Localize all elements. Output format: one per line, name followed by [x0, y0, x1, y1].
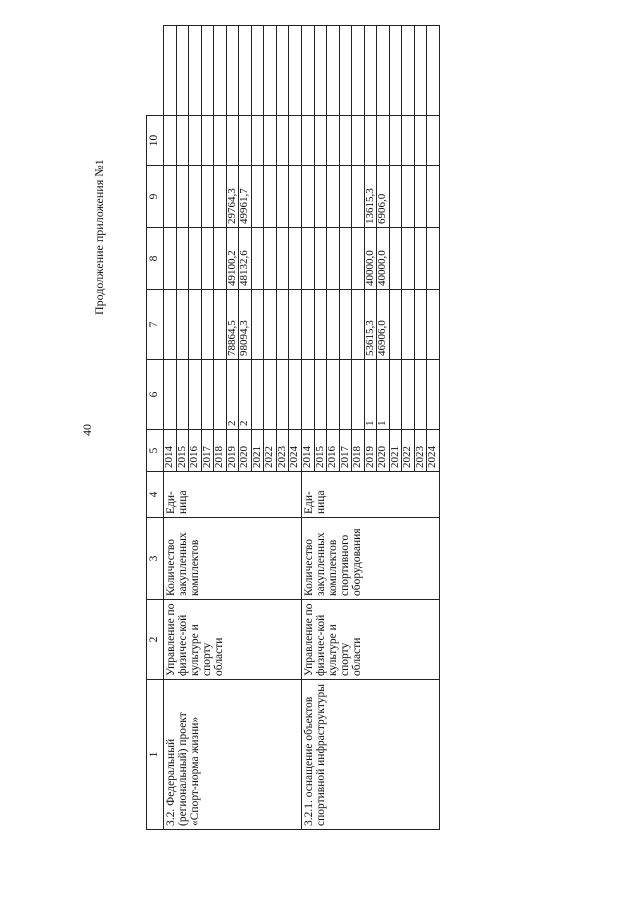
empty-cell — [314, 116, 327, 166]
amount-regional-cell — [427, 166, 440, 228]
amount-regional-cell — [164, 166, 177, 228]
quantity-cell — [289, 360, 302, 430]
quantity-cell — [164, 360, 177, 430]
column-header: 4 — [147, 472, 164, 518]
amount-federal-cell — [251, 228, 264, 290]
project-name-cell: 3.2.1. оснащение объектов спортивной инфраструктуры — [302, 680, 440, 830]
quantity-cell — [402, 360, 415, 430]
year-cell: 2014 — [164, 430, 177, 472]
empty-cell — [414, 26, 427, 116]
amount-regional-cell — [314, 166, 327, 228]
indicator-cell: Количество закупленных комплектов — [164, 518, 302, 600]
empty-cell — [164, 116, 177, 166]
empty-cell — [339, 26, 352, 116]
year-cell: 2014 — [302, 430, 315, 472]
amount-regional-cell — [176, 166, 189, 228]
year-cell: 2018 — [214, 430, 227, 472]
column-header: 10 — [147, 116, 164, 166]
empty-cell — [327, 116, 340, 166]
amount-regional-cell — [214, 166, 227, 228]
year-cell: 2015 — [176, 430, 189, 472]
empty-cell — [402, 116, 415, 166]
amount-total-cell — [276, 290, 289, 360]
amount-regional-cell — [339, 166, 352, 228]
amount-federal-cell — [414, 228, 427, 290]
amount-total-cell — [339, 290, 352, 360]
unit-cell: Еди-ница — [302, 472, 440, 518]
amount-total-cell — [251, 290, 264, 360]
year-cell: 2016 — [327, 430, 340, 472]
quantity-cell — [251, 360, 264, 430]
amount-federal-cell — [264, 228, 277, 290]
responsible-cell: Управление по физичес-кой культуре и спорту области — [164, 600, 302, 680]
amount-total-cell — [201, 290, 214, 360]
amount-federal-cell: 40000,0 — [377, 228, 390, 290]
amount-regional-cell — [189, 166, 202, 228]
quantity-cell — [389, 360, 402, 430]
unit-cell: Еди-ница — [164, 472, 302, 518]
column-header: 9 — [147, 166, 164, 228]
amount-total-cell: 53615,3 — [364, 290, 377, 360]
amount-total-cell — [314, 290, 327, 360]
quantity-cell — [264, 360, 277, 430]
year-cell: 2021 — [389, 430, 402, 472]
amount-total-cell — [402, 290, 415, 360]
amount-federal-cell — [339, 228, 352, 290]
amount-total-cell: 78864,5 — [226, 290, 239, 360]
amount-federal-cell: 49100,2 — [226, 228, 239, 290]
empty-cell — [251, 26, 264, 116]
quantity-cell: 1 — [364, 360, 377, 430]
year-cell: 2019 — [226, 430, 239, 472]
amount-federal-cell — [289, 228, 302, 290]
quantity-cell: 2 — [239, 360, 252, 430]
amount-total-cell — [302, 290, 315, 360]
amount-total-cell — [327, 290, 340, 360]
year-cell: 2020 — [239, 430, 252, 472]
column-header: 6 — [147, 360, 164, 430]
empty-cell — [352, 116, 365, 166]
empty-cell — [377, 26, 390, 116]
empty-cell — [339, 116, 352, 166]
amount-federal-cell — [201, 228, 214, 290]
empty-cell — [264, 116, 277, 166]
quantity-cell — [302, 360, 315, 430]
amount-total-cell — [427, 290, 440, 360]
year-cell: 2023 — [414, 430, 427, 472]
empty-cell — [201, 116, 214, 166]
column-numbers-row — [147, 26, 164, 830]
empty-cell — [226, 116, 239, 166]
amount-total-cell — [264, 290, 277, 360]
amount-total-cell — [189, 290, 202, 360]
empty-cell — [176, 116, 189, 166]
column-header: 1 — [147, 680, 164, 830]
empty-cell — [302, 26, 315, 116]
empty-cell — [276, 26, 289, 116]
year-cell: 2024 — [289, 430, 302, 472]
year-cell: 2015 — [314, 430, 327, 472]
empty-cell — [189, 116, 202, 166]
quantity-cell — [189, 360, 202, 430]
empty-cell — [176, 26, 189, 116]
column-header: 2 — [147, 600, 164, 680]
amount-federal-cell — [189, 228, 202, 290]
empty-cell — [264, 26, 277, 116]
amount-regional-cell — [352, 166, 365, 228]
amount-total-cell: 98094,3 — [239, 290, 252, 360]
quantity-cell: 1 — [377, 360, 390, 430]
amount-federal-cell — [302, 228, 315, 290]
amount-regional-cell — [201, 166, 214, 228]
amount-federal-cell — [402, 228, 415, 290]
quantity-cell: 2 — [226, 360, 239, 430]
amount-regional-cell — [264, 166, 277, 228]
quantity-cell — [201, 360, 214, 430]
quantity-cell — [314, 360, 327, 430]
year-cell: 2020 — [377, 430, 390, 472]
empty-cell — [214, 26, 227, 116]
rotated-table-frame — [146, 25, 576, 830]
amount-regional-cell: 49961,7 — [239, 166, 252, 228]
empty-cell — [201, 26, 214, 116]
amount-total-cell — [176, 290, 189, 360]
empty-cell — [214, 116, 227, 166]
quantity-cell — [327, 360, 340, 430]
column-header: 7 — [147, 290, 164, 360]
empty-cell — [414, 116, 427, 166]
amount-regional-cell: 13615,3 — [364, 166, 377, 228]
amount-total-cell — [414, 290, 427, 360]
continuation-caption: Продолжение приложения №1 — [92, 159, 106, 315]
appendix-table — [146, 25, 440, 830]
empty-cell — [427, 116, 440, 166]
empty-cell — [289, 26, 302, 116]
empty-cell — [302, 116, 315, 166]
amount-regional-cell — [389, 166, 402, 228]
year-cell: 2019 — [364, 430, 377, 472]
amount-regional-cell — [327, 166, 340, 228]
quantity-cell — [276, 360, 289, 430]
quantity-cell — [427, 360, 440, 430]
empty-cell — [377, 116, 390, 166]
amount-federal-cell — [276, 228, 289, 290]
page-number: 40 — [80, 424, 94, 436]
amount-federal-cell — [214, 228, 227, 290]
amount-regional-cell — [414, 166, 427, 228]
empty-cell — [352, 26, 365, 116]
empty-cell — [364, 26, 377, 116]
year-cell: 2023 — [276, 430, 289, 472]
empty-cell — [402, 26, 415, 116]
empty-cell — [226, 26, 239, 116]
amount-federal-cell — [314, 228, 327, 290]
amount-regional-cell — [276, 166, 289, 228]
column-header: 5 — [147, 430, 164, 472]
amount-federal-cell — [327, 228, 340, 290]
amount-total-cell — [352, 290, 365, 360]
amount-federal-cell: 40000,0 — [364, 228, 377, 290]
amount-total-cell: 46906,0 — [377, 290, 390, 360]
amount-federal-cell: 48132,6 — [239, 228, 252, 290]
amount-regional-cell — [289, 166, 302, 228]
empty-cell — [189, 26, 202, 116]
column-header: 3 — [147, 518, 164, 600]
project-name-cell: 3.2. Федеральный (региональный) проект «Спорт-норма жизни» — [164, 680, 302, 830]
table-row — [302, 26, 315, 830]
empty-cell — [314, 26, 327, 116]
amount-federal-cell — [176, 228, 189, 290]
quantity-cell — [176, 360, 189, 430]
empty-cell — [289, 116, 302, 166]
quantity-cell — [414, 360, 427, 430]
empty-cell — [389, 26, 402, 116]
column-header: 8 — [147, 228, 164, 290]
amount-federal-cell — [389, 228, 402, 290]
quantity-cell — [214, 360, 227, 430]
empty-cell — [427, 26, 440, 116]
empty-cell — [276, 116, 289, 166]
amount-federal-cell — [164, 228, 177, 290]
year-cell: 2016 — [189, 430, 202, 472]
amount-regional-cell: 6906,0 — [377, 166, 390, 228]
year-cell: 2021 — [251, 430, 264, 472]
empty-cell — [239, 26, 252, 116]
quantity-cell — [352, 360, 365, 430]
year-cell: 2017 — [339, 430, 352, 472]
amount-total-cell — [214, 290, 227, 360]
amount-regional-cell — [302, 166, 315, 228]
year-cell: 2017 — [201, 430, 214, 472]
year-cell: 2018 — [352, 430, 365, 472]
empty-cell — [389, 116, 402, 166]
amount-regional-cell: 29764,3 — [226, 166, 239, 228]
year-cell: 2022 — [264, 430, 277, 472]
empty-cell — [251, 116, 264, 166]
empty-cell — [239, 116, 252, 166]
empty-cell — [364, 116, 377, 166]
responsible-cell: Управление по физичес-кой культуре и спорту области — [302, 600, 440, 680]
empty-cell — [327, 26, 340, 116]
amount-total-cell — [164, 290, 177, 360]
empty-cell — [164, 26, 177, 116]
amount-federal-cell — [352, 228, 365, 290]
amount-total-cell — [389, 290, 402, 360]
indicator-cell: Количество закупленных комплектов спортивного оборудования — [302, 518, 440, 600]
amount-total-cell — [289, 290, 302, 360]
quantity-cell — [339, 360, 352, 430]
year-cell: 2024 — [427, 430, 440, 472]
year-cell: 2022 — [402, 430, 415, 472]
table-row — [164, 26, 177, 830]
amount-federal-cell — [427, 228, 440, 290]
amount-regional-cell — [251, 166, 264, 228]
amount-regional-cell — [402, 166, 415, 228]
table-body — [164, 26, 440, 830]
